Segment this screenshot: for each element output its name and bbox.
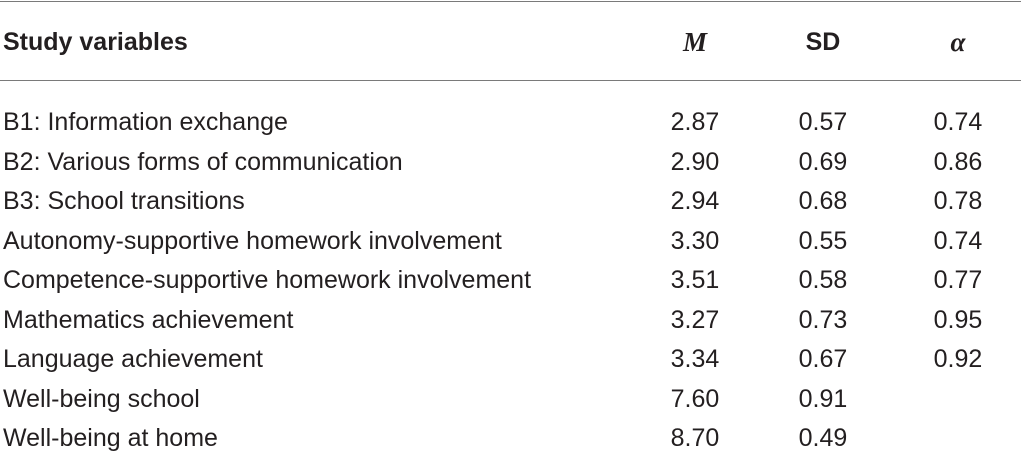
table-row xyxy=(0,380,1021,420)
row-variable: B3: School transitions xyxy=(3,187,245,215)
row-sd: 0.73 xyxy=(798,305,848,334)
table-row xyxy=(0,419,1021,459)
row-sd: 0.69 xyxy=(798,147,848,176)
row-sd: 0.68 xyxy=(798,187,848,215)
header-study-variables: Study variables xyxy=(3,28,188,56)
table-row xyxy=(0,103,1021,143)
row-sd: 0.58 xyxy=(798,266,848,294)
row-sd: 0.91 xyxy=(798,384,848,413)
row-alpha: 0.92 xyxy=(933,345,983,373)
table-row xyxy=(0,143,1021,183)
table-top-rule xyxy=(0,1,1021,2)
header-alpha: α xyxy=(950,27,966,57)
table-body xyxy=(0,103,1021,459)
row-sd: 0.67 xyxy=(798,345,848,373)
row-variable: B2: Various forms of communication xyxy=(3,147,403,176)
row-mean: 3.30 xyxy=(670,226,720,255)
row-mean: 7.60 xyxy=(670,384,720,413)
row-mean: 8.70 xyxy=(670,424,720,452)
row-variable: Well-being at home xyxy=(3,424,218,452)
row-variable: Well-being school xyxy=(3,384,200,413)
row-alpha: 0.86 xyxy=(933,147,983,176)
table-row xyxy=(0,182,1021,222)
table-row xyxy=(0,340,1021,380)
row-variable: Autonomy-supportive homework involvement xyxy=(3,226,502,255)
row-variable: Mathematics achievement xyxy=(3,305,294,334)
table-row xyxy=(0,301,1021,341)
table-header-rule xyxy=(0,80,1021,81)
row-alpha: 0.74 xyxy=(933,226,983,255)
row-mean: 2.87 xyxy=(670,108,720,136)
row-sd: 0.49 xyxy=(798,424,848,452)
row-mean: 2.90 xyxy=(670,147,720,176)
row-alpha: 0.77 xyxy=(933,266,983,294)
row-variable: Language achievement xyxy=(3,345,263,373)
row-alpha: 0.95 xyxy=(933,305,983,334)
row-alpha: 0.74 xyxy=(933,108,983,136)
table-header-row xyxy=(0,22,1021,62)
row-variable: B1: Information exchange xyxy=(3,108,288,136)
table-row xyxy=(0,222,1021,262)
row-mean: 2.94 xyxy=(670,187,720,215)
row-sd: 0.55 xyxy=(798,226,848,255)
row-variable: Competence-supportive homework involvement xyxy=(3,266,532,294)
header-sd: SD xyxy=(805,28,841,56)
row-alpha: 0.78 xyxy=(933,187,983,215)
row-mean: 3.34 xyxy=(670,345,720,373)
row-sd: 0.57 xyxy=(798,108,848,136)
header-mean: M xyxy=(682,27,707,57)
row-mean: 3.51 xyxy=(670,266,720,294)
row-mean: 3.27 xyxy=(670,305,720,334)
table-row xyxy=(0,261,1021,301)
